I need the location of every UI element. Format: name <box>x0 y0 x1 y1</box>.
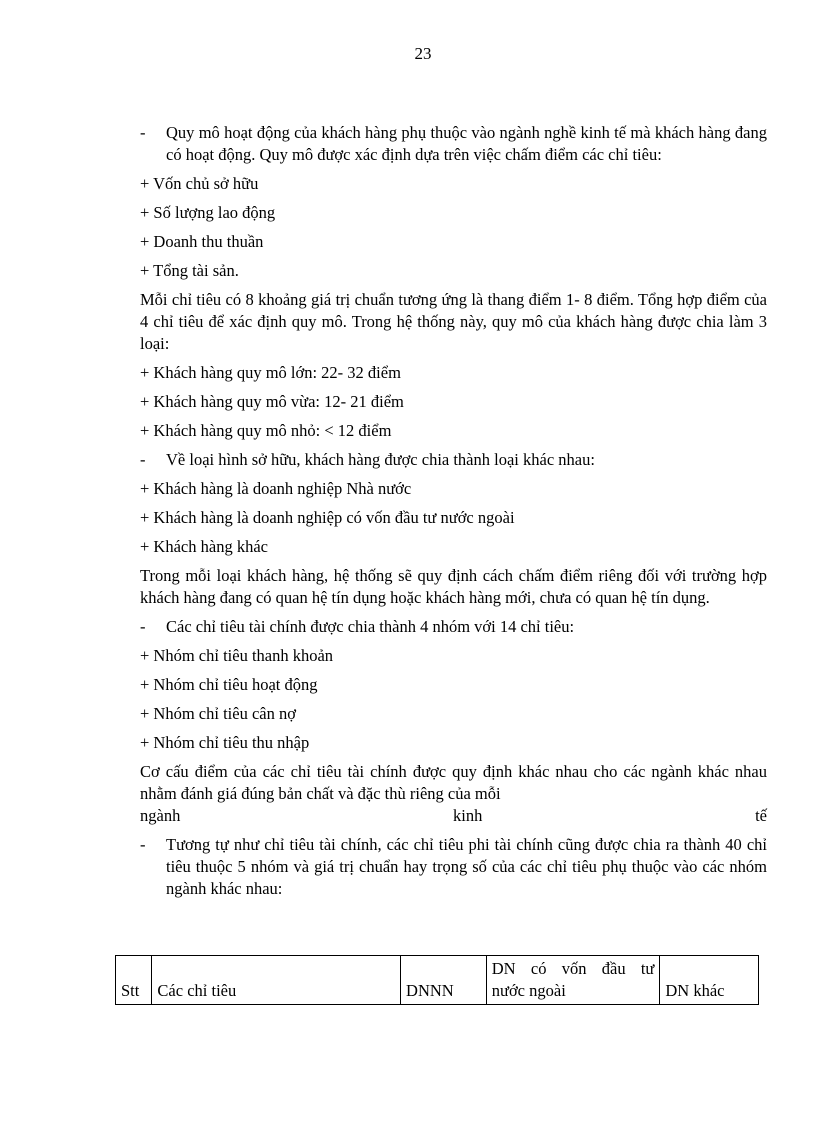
criteria-table <box>115 955 759 1005</box>
header-dnnn: DNNN <box>401 956 487 1005</box>
bullet-dash: - <box>140 450 146 469</box>
list-item: + Tổng tài sản. <box>140 261 239 280</box>
list-item: + Khách hàng là doanh nghiệp Nhà nước <box>140 479 412 498</box>
list-item: + Khách hàng quy mô nhỏ: < 12 điểm <box>140 421 392 440</box>
bullet-nonfinancial <box>140 834 767 900</box>
header-criteria: Các chỉ tiêu <box>152 956 401 1005</box>
bullet-text: Các chỉ tiêu tài chính được chia thành 4 nhóm với 14 chỉ tiêu: <box>166 617 575 636</box>
paragraph-scale-desc: Mỗi chỉ tiêu có 8 khoảng giá trị chuẩn tương ứng là thang điểm 1- 8 điểm. Tổng hợp điểm của 4 chỉ tiêu để xác định quy mô. Trong hệ thống này, quy mô của khách hàng được chia làm 3 loại: <box>140 290 767 353</box>
bullet-dash: - <box>140 123 146 142</box>
list-item: + Nhóm chỉ tiêu cân nợ <box>140 704 296 723</box>
document-body <box>140 122 767 907</box>
bullet-dash: - <box>140 617 146 636</box>
page-number: 23 <box>414 44 432 63</box>
list-item: + Khách hàng quy mô vừa: 12- 21 điểm <box>140 392 404 411</box>
header-stt: Stt <box>116 956 152 1005</box>
list-item: + Doanh thu thuần <box>140 232 264 251</box>
header-other: DN khác <box>660 956 759 1005</box>
list-item: + Nhóm chỉ tiêu thanh khoản <box>140 646 334 665</box>
bullet-dash: - <box>140 835 146 854</box>
bullet-text: Về loại hình sở hữu, khách hàng được chia thành loại khác nhau: <box>166 450 595 469</box>
bullet-financial <box>140 616 767 638</box>
bullet-text: Tương tự như chỉ tiêu tài chính, các chỉ tiêu phi tài chính cũng được chia ra thành 40 chỉ tiêu thuộc 5 nhóm và giá trị chuẩn hay trọng số của các chỉ tiêu phụ thuộc vào các nhóm ngành khác nhau: <box>166 835 767 898</box>
table-header-row <box>116 956 759 1005</box>
list-item: + Nhóm chỉ tiêu hoạt động <box>140 675 318 694</box>
list-item: + Khách hàng quy mô lớn: 22- 32 điểm <box>140 363 401 382</box>
paragraph-financial-desc-last-line: ngành kinh tế <box>140 806 767 825</box>
list-item: + Số lượng lao động <box>140 203 276 222</box>
header-fdi-line2: nước ngoài <box>491 981 566 1000</box>
header-fdi-line1: DN có vốn đầu tư <box>491 959 655 978</box>
list-item: + Khách hàng là doanh nghiệp có vốn đầu tư nước ngoài <box>140 508 515 527</box>
paragraph-ownership-desc: Trong mỗi loại khách hàng, hệ thống sẽ quy định cách chấm điểm riêng đối với trường hợp khách hàng đang có quan hệ tín dụng hoặc khách hàng mới, chưa có quan hệ tín dụng. <box>140 566 767 607</box>
bullet-scale <box>140 122 767 166</box>
list-item: + Khách hàng khác <box>140 537 268 556</box>
list-item: + Vốn chủ sở hữu <box>140 174 259 193</box>
bullet-ownership <box>140 449 767 471</box>
header-fdi <box>486 956 660 1005</box>
list-item: + Nhóm chỉ tiêu thu nhập <box>140 733 310 752</box>
paragraph-financial-desc: Cơ cấu điểm của các chỉ tiêu tài chính được quy định khác nhau cho các ngành khác nhau nhằm đánh giá đúng bản chất và đặc thù riêng của mỗi <box>140 762 767 803</box>
bullet-text: Quy mô hoạt động của khách hàng phụ thuộc vào ngành nghề kinh tế mà khách hàng đang có hoạt động. Quy mô được xác định dựa trên việc chấm điểm các chỉ tiêu: <box>166 123 767 164</box>
